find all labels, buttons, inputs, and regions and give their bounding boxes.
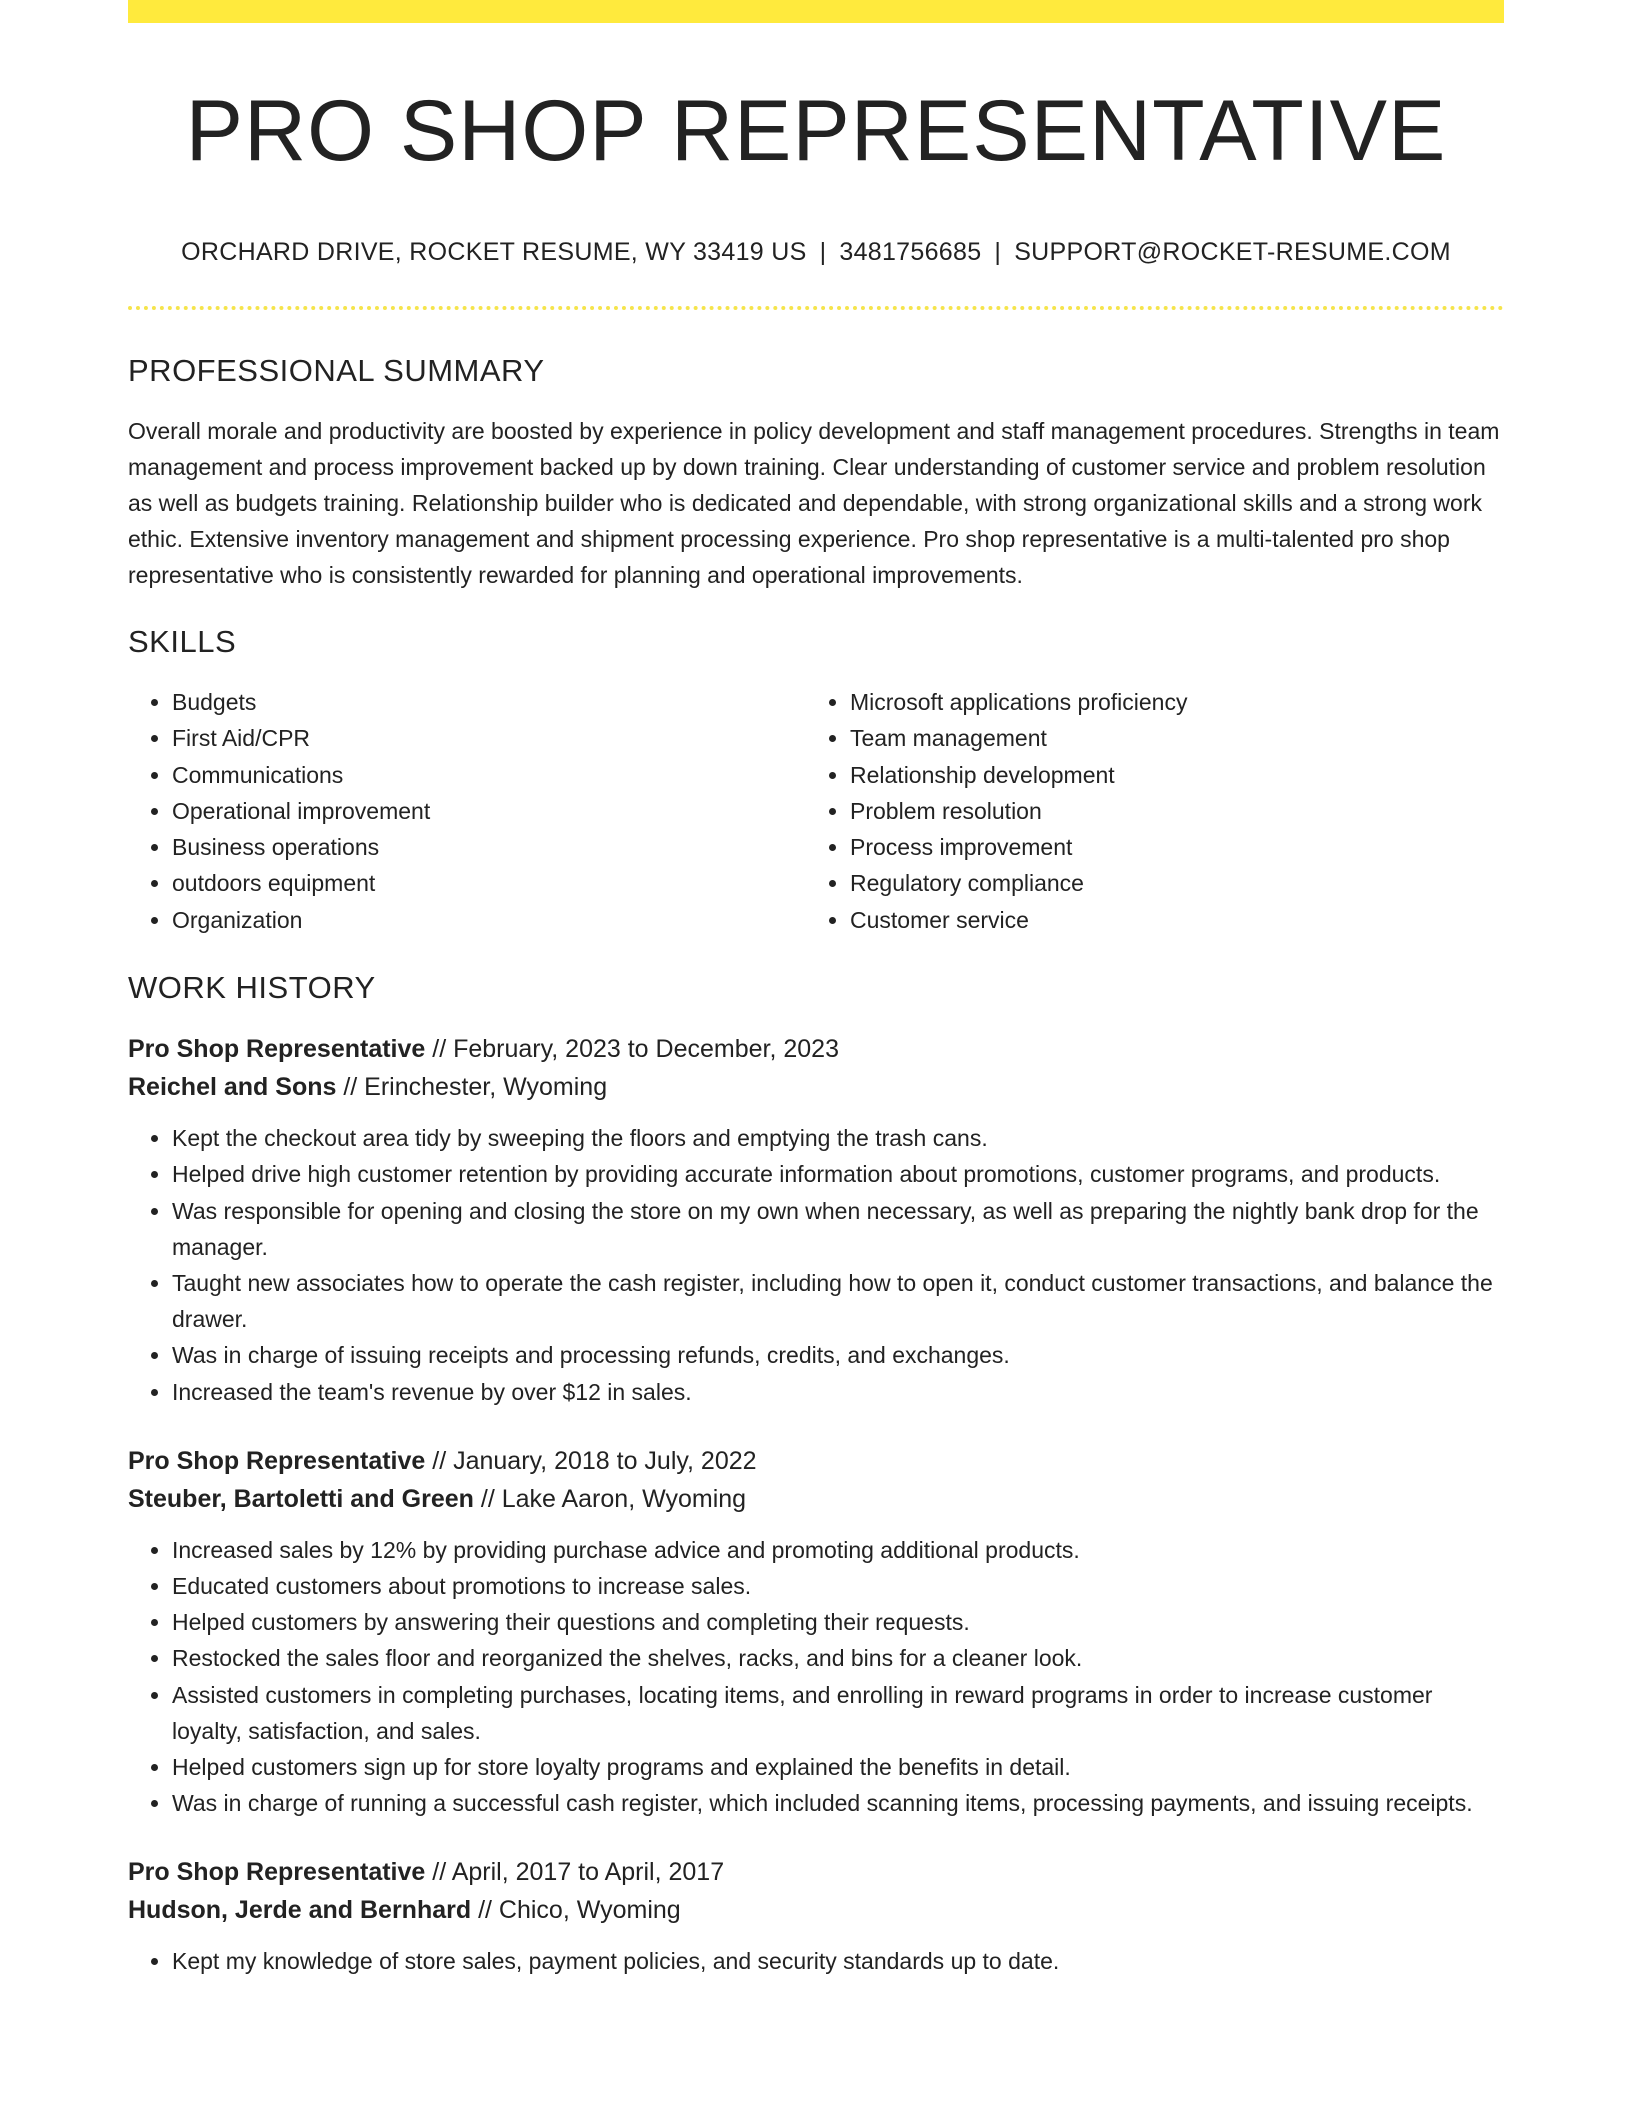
- job-bullet: • Helped drive high customer retention by providing accurate information about promotions, customer programs, and products.: [172, 1156, 1504, 1192]
- job-entry: [128, 1853, 1504, 1979]
- job-title: Pro Shop Representative: [128, 1858, 426, 1887]
- company-location: // Erinchester, Wyoming: [336, 1073, 608, 1102]
- job-bullet: • Increased sales by 12% by providing purchase advice and promoting additional products.: [172, 1532, 1504, 1568]
- contact-line: [128, 237, 1504, 267]
- skill-item: • Process improvement: [850, 829, 1484, 865]
- contact-separator: |: [994, 237, 1002, 266]
- job-title-line: [128, 1853, 1504, 1891]
- company-location: // Lake Aaron, Wyoming: [473, 1484, 747, 1513]
- dotted-divider: [128, 306, 1504, 310]
- job-bullet: • Kept the checkout area tidy by sweeping the floors and emptying the trash cans.: [172, 1120, 1504, 1156]
- job-dates: // February, 2023 to December, 2023: [425, 1035, 839, 1064]
- skill-item: • Regulatory compliance: [850, 865, 1484, 901]
- job-bullet: • Was responsible for opening and closing the store on my own when necessary, as well as preparing the nightly bank drop for the manager.: [172, 1193, 1504, 1265]
- job-title: Pro Shop Representative: [128, 1446, 426, 1475]
- skills-column-left: [128, 684, 806, 938]
- email: SUPPORT@ROCKET-RESUME.COM: [1014, 237, 1451, 266]
- job-bullet: • Increased the team's revenue by over $12 in sales.: [172, 1374, 1504, 1410]
- skills-column-right: [806, 684, 1484, 938]
- company-name: Reichel and Sons: [128, 1073, 337, 1102]
- page-title: PRO SHOP REPRESENTATIVE: [185, 83, 1447, 179]
- job-company-line: [128, 1891, 1504, 1929]
- resume-page: [128, 0, 1504, 1980]
- job-bullets: [128, 1120, 1504, 1410]
- accent-bar: [128, 0, 1504, 23]
- company-name: Hudson, Jerde and Bernhard: [128, 1896, 472, 1925]
- phone: 3481756685: [839, 237, 982, 266]
- job-title-line: [128, 1030, 1504, 1068]
- job-entry: [128, 1442, 1504, 1822]
- skills-heading: SKILLS: [128, 623, 237, 659]
- summary-heading: PROFESSIONAL SUMMARY: [128, 352, 545, 388]
- skill-item: • Organization: [172, 902, 806, 938]
- contact-separator: |: [819, 237, 827, 266]
- company-location: // Chico, Wyoming: [471, 1896, 681, 1925]
- job-company-line: [128, 1068, 1504, 1106]
- skill-item: • Relationship development: [850, 757, 1484, 793]
- company-name: Steuber, Bartoletti and Green: [128, 1484, 474, 1513]
- job-bullet: • Taught new associates how to operate the cash register, including how to open it, conduct customer transactions, and balance the drawer.: [172, 1265, 1504, 1337]
- job-bullet: • Educated customers about promotions to increase sales.: [172, 1568, 1504, 1604]
- job-bullet: • Was in charge of issuing receipts and processing refunds, credits, and exchanges.: [172, 1337, 1504, 1373]
- job-company-line: [128, 1480, 1504, 1518]
- address: ORCHARD DRIVE, ROCKET RESUME, WY 33419 US: [181, 237, 807, 266]
- job-bullet: • Helped customers by answering their questions and completing their requests.: [172, 1604, 1504, 1640]
- job-bullet: • Restocked the sales floor and reorganized the shelves, racks, and bins for a cleaner look.: [172, 1640, 1504, 1676]
- job-bullets: [128, 1532, 1504, 1822]
- job-title-line: [128, 1442, 1504, 1480]
- skill-item: • Operational improvement: [172, 793, 806, 829]
- job-title: Pro Shop Representative: [128, 1035, 426, 1064]
- skill-item: • outdoors equipment: [172, 865, 806, 901]
- job-bullets: [128, 1943, 1504, 1979]
- skill-item: • Microsoft applications proficiency: [850, 684, 1484, 720]
- job-dates: // January, 2018 to July, 2022: [425, 1446, 757, 1475]
- job-bullet: • Was in charge of running a successful cash register, which included scanning items, processing payments, and issuing receipts.: [172, 1785, 1504, 1821]
- job-dates: // April, 2017 to April, 2017: [425, 1858, 725, 1887]
- summary-text: Overall morale and productivity are boosted by experience in policy development and staff management procedures. Strengths in team management and process improvement backed up by down training. Clear understanding of customer service and problem resolution as well as budgets training. Relationship builder who is dedicated and dependable, with strong organizational skills and a strong work ethic. Extensive inventory management and shipment processing experience. Pro shop representative is a multi-talented pro shop representative who is consistently rewarded for planning and operational improvements.: [128, 417, 1500, 588]
- skill-item: • Problem resolution: [850, 793, 1484, 829]
- skill-item: • First Aid/CPR: [172, 720, 806, 756]
- skill-item: • Budgets: [172, 684, 806, 720]
- job-entry: [128, 1030, 1504, 1410]
- work-history-heading: WORK HISTORY: [128, 970, 376, 1006]
- skill-item: • Customer service: [850, 902, 1484, 938]
- skill-item: • Communications: [172, 757, 806, 793]
- job-bullet: • Assisted customers in completing purchases, locating items, and enrolling in reward programs in order to increase customer loyalty, satisfaction, and sales.: [172, 1677, 1504, 1749]
- job-bullet: • Helped customers sign up for store loyalty programs and explained the benefits in detail.: [172, 1749, 1504, 1785]
- job-bullet: • Kept my knowledge of store sales, payment policies, and security standards up to date.: [172, 1943, 1504, 1979]
- skill-item: • Business operations: [172, 829, 806, 865]
- skills-list: [128, 684, 1504, 938]
- skill-item: • Team management: [850, 720, 1484, 756]
